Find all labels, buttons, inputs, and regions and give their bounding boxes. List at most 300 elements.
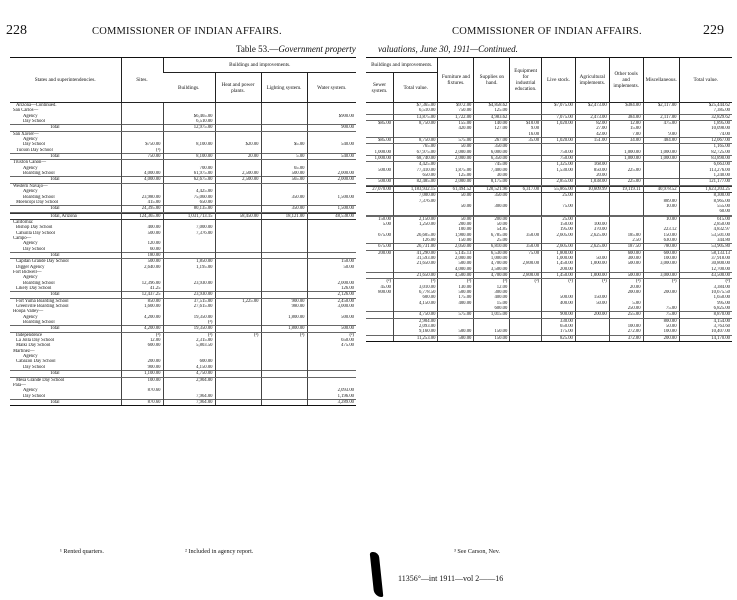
table-cell: 10,675.50 xyxy=(679,290,732,295)
table-cell: 1,000.00 xyxy=(374,149,391,155)
table-cell: 200.00 xyxy=(378,250,391,256)
table-cell: $85.00 xyxy=(366,138,394,144)
row-label: Total xyxy=(10,206,121,212)
row-label: San Xavier— xyxy=(13,131,39,137)
table-cell: 55,865.00 xyxy=(542,186,576,192)
table-cell: 1,800.00 xyxy=(261,326,307,332)
table-cell: 120.00 xyxy=(121,241,163,246)
table-cell: 1,450.00 xyxy=(542,261,576,266)
table-cell: 185.00 xyxy=(609,233,643,238)
footnote-rented: ¹ Rented quarters. xyxy=(60,548,104,555)
table-cell: (²) xyxy=(438,279,474,285)
col-header-sites: Sites. xyxy=(121,58,163,103)
table-cell: 150.00 xyxy=(378,216,391,222)
table-cell: 780.00 xyxy=(643,244,679,250)
table-cell: 1,000.00 xyxy=(542,256,576,261)
table-cell: 4,425.00 xyxy=(163,189,215,194)
table-cell: 113,276.00 xyxy=(679,168,732,173)
table-cell: 1,225.00 xyxy=(215,298,261,304)
table-cell: 484.00 xyxy=(643,138,679,144)
table-cell: (²) xyxy=(261,332,307,338)
table-cell xyxy=(215,399,261,405)
table-cell: 2.50 xyxy=(609,238,643,243)
col-group-buildings: Buildings and improvements. xyxy=(163,58,356,73)
table-cell: 475.00 xyxy=(307,343,356,348)
table-cell: 27,615.00 xyxy=(163,304,215,309)
table-cell: 50.00 xyxy=(575,301,609,306)
table-cell: 1,000.00 xyxy=(609,150,643,155)
table-cell: (²) xyxy=(643,279,679,285)
table-cell: 61,975.00 xyxy=(163,171,215,176)
table-cell: 21,650.00 xyxy=(394,261,438,266)
col-header-total-value: Total value. xyxy=(394,73,438,103)
table-row xyxy=(10,399,356,405)
table-cell: 2,640.00 xyxy=(121,265,163,270)
table-cell: 200.00 xyxy=(542,267,576,272)
table-cell: 500.00 xyxy=(261,171,307,176)
table-cell: 2,150.00 xyxy=(394,216,438,222)
table-cell: 9.00 xyxy=(510,126,542,131)
table-cell: 151.00 xyxy=(575,138,609,144)
table-cell: 1,325.00 xyxy=(542,162,576,167)
table-cell: 2,315.00 xyxy=(163,338,215,343)
table-cell: 750.00 xyxy=(542,150,576,155)
table-cell: $10.00 xyxy=(510,121,542,126)
table-cell: 2,000.00 xyxy=(307,177,356,183)
table-cell: 1,450.00 xyxy=(542,272,576,278)
row-label: Agency xyxy=(23,137,38,143)
table-cell: 23,930.00 xyxy=(163,292,215,298)
table-cell: 272.00 xyxy=(609,329,643,334)
table-cell: 870.60 xyxy=(121,388,163,393)
table-cell: $972.00 xyxy=(438,103,474,108)
table-cell: 4,983.62 xyxy=(474,114,510,120)
table-cell: 40,978.52 xyxy=(643,186,679,192)
table-cell: 125.00 xyxy=(474,108,510,113)
table-cell: 600.00 xyxy=(643,250,679,256)
table-cell: 150.00 xyxy=(474,329,510,334)
table-cell: 615.00 xyxy=(679,216,732,222)
table-cell: 500.00 xyxy=(438,335,474,341)
table-cell: 1,000.00 xyxy=(366,156,394,162)
table-cell: 995.00 xyxy=(679,301,732,306)
table-cell: 675.00 xyxy=(378,232,391,238)
table-cell: 13,875.00 xyxy=(394,114,438,120)
col-header-other-tools: Other tools and implements. xyxy=(609,58,643,103)
table-cell: 62,675.00 xyxy=(163,177,215,183)
table-cell: 900.00 xyxy=(307,125,356,131)
table-cell: 2,625.00 xyxy=(575,233,609,238)
table-cell: 11,253.00 xyxy=(394,335,438,341)
table-cell: 65.00 xyxy=(261,166,307,171)
table-cell: 150.00 xyxy=(438,238,474,243)
table-cell: 6,825.00 xyxy=(679,306,732,312)
table-cell: 1,000.00 xyxy=(575,261,609,266)
table-cell: 4,000.00 xyxy=(121,177,163,183)
table-cell xyxy=(575,335,609,341)
table-cell: 900.00 xyxy=(542,312,576,318)
table-cell: 7,000.00 xyxy=(394,193,438,198)
table-cell: 9.00 xyxy=(643,132,679,138)
table-cell: 12,067.00 xyxy=(679,138,732,144)
row-label: Total xyxy=(10,371,121,377)
row-label: Boarding School xyxy=(23,171,55,177)
table-cell: 127.00 xyxy=(474,126,510,131)
table-cell: 12,396.00 xyxy=(121,281,163,286)
table-cell: 400.00 xyxy=(474,295,510,300)
table-cell: 500.00 xyxy=(438,261,474,266)
table-cell: 225.00 xyxy=(609,179,643,185)
row-label: Total xyxy=(10,399,121,405)
table-cell: 1,020.00 xyxy=(542,138,576,144)
table-cell: 370.00 xyxy=(575,227,609,232)
table-cell: 8,750.00 xyxy=(394,138,438,144)
table-cell: 150.00 xyxy=(643,233,679,238)
table-cell: 1,530.00 xyxy=(542,168,576,173)
table-cell: 2,904.00 xyxy=(394,318,438,324)
table-cell: 4,154.00 xyxy=(679,318,732,324)
table-cell: 121,177.00 xyxy=(679,179,732,185)
table-cell: 225.00 xyxy=(609,168,643,173)
row-label: Martinez— xyxy=(13,348,35,354)
table-cell: (²) xyxy=(215,332,261,338)
table-cell: 37,918.00 xyxy=(679,256,732,261)
table-cell: 12,437.25 xyxy=(121,292,163,298)
table-cell: 3,000.00 xyxy=(307,304,356,309)
table-cell: 2,850.00 xyxy=(679,222,732,227)
table-cell: 5,145.13 xyxy=(438,250,474,256)
table-cell: 1,895.00 xyxy=(679,121,732,126)
row-label: Independence xyxy=(16,332,43,338)
table-cell: 800.00 xyxy=(643,318,679,324)
table-cell: 150.00 xyxy=(307,259,356,265)
row-label: Total, Arizona xyxy=(10,213,121,219)
table-cell: 23,980.00 xyxy=(121,195,163,200)
row-label: Mesa Grande Day School xyxy=(16,377,65,383)
table-cell: 600.00 xyxy=(609,250,643,256)
table-cell: 700.00 xyxy=(163,166,215,171)
table-cell: 35.00 xyxy=(510,138,542,144)
row-label: Fort Yuma Boarding School xyxy=(16,298,69,304)
footnote-agency: ² Included in agency report. xyxy=(185,548,254,555)
row-label: Capitan Grande Day School xyxy=(16,259,69,265)
table-cell: 750.00 xyxy=(121,154,163,160)
table-cell: 1,015.00 xyxy=(474,312,510,318)
col-header-buildings: Buildings. xyxy=(163,73,215,103)
row-label: Fort Bidwell— xyxy=(13,269,42,275)
table-cell: 25.00 xyxy=(542,193,576,198)
table-cell: 600.00 xyxy=(163,359,215,364)
table-cell: 675.00 xyxy=(366,244,394,250)
row-label: Moencopi Day School xyxy=(16,199,59,205)
table-cell: 6,810.00 xyxy=(474,244,510,250)
table-cell: 100.00 xyxy=(643,256,679,261)
table-cell: (²) xyxy=(394,279,438,285)
row-label: Hoopa Valley— xyxy=(13,309,44,315)
table-cell: 200.00 xyxy=(438,222,474,227)
table-cell: 500.00 xyxy=(609,261,643,266)
table-cell: 200.00 xyxy=(474,216,510,222)
table-cell: 1,623,203.25 xyxy=(679,186,732,192)
table-cell: 1,031,713.15 xyxy=(163,213,215,219)
table-cell: 1,100.00 xyxy=(121,371,163,377)
table-cell: 10,407.00 xyxy=(679,329,732,334)
table-cell: 980.00 xyxy=(261,304,307,309)
table-cell: 745.00 xyxy=(474,162,510,167)
table-cell: 2,500.00 xyxy=(215,171,261,176)
table-cell: 575.00 xyxy=(438,312,474,318)
row-label: Boarding School xyxy=(23,320,55,326)
table-cell: 1,000.00 xyxy=(643,150,679,155)
table-cell: 1,722.00 xyxy=(438,114,474,120)
table-cell: 1,650.00 xyxy=(679,295,732,300)
table-cell: $900.00 xyxy=(307,114,356,119)
table-cell: (²) xyxy=(163,332,215,338)
table-cell: 10,609.99 xyxy=(575,186,609,192)
table-cell: (²) xyxy=(575,279,609,285)
table-cell: 650.00 xyxy=(307,338,356,343)
table-cell: 900.00 xyxy=(121,365,163,370)
table-cell: $384.00 xyxy=(609,103,643,108)
table-cell: 30.00 xyxy=(474,173,510,178)
table-cell: 53,905.80 xyxy=(679,244,732,250)
table-cell: 4,000.00 xyxy=(121,171,163,176)
table-cell: 540.00 xyxy=(307,142,356,147)
table-cell: 372.00 xyxy=(609,335,643,341)
table-cell: 1,165.00 xyxy=(679,144,732,149)
table-cell: 2,000.00 xyxy=(307,171,356,176)
table-cell: 77,410.00 xyxy=(394,168,438,173)
table-cell: 2,800.00 xyxy=(510,261,542,266)
row-label: Agency xyxy=(23,314,38,320)
table-cell: 20.00 xyxy=(575,173,609,178)
table-cell: 180.00 xyxy=(121,252,163,258)
table-cell: 50.00 xyxy=(643,324,679,329)
col-header-livestock: Live stock. xyxy=(542,58,576,103)
table-cell: 765.00 xyxy=(394,144,438,149)
page-number: 228 xyxy=(6,23,27,38)
table-cell: 350.00 xyxy=(474,193,510,198)
table-cell: 4,500.00 xyxy=(438,272,474,278)
table-cell: 600.00 xyxy=(121,343,163,348)
table-cell: 500.00 xyxy=(438,329,474,334)
table-cell: 12.00 xyxy=(121,338,163,343)
table-cell: 200.00 xyxy=(121,359,163,364)
table-cell: 58,133.13 xyxy=(679,250,732,256)
table-cell: 400.00 xyxy=(438,301,474,306)
table-cell: 1,183,932.15 xyxy=(394,186,438,192)
table-caption xyxy=(236,44,356,54)
table-cell: 50.00 xyxy=(474,222,510,227)
table-cell: 350.00 xyxy=(261,206,307,212)
table-cell: 75.00 xyxy=(542,204,576,209)
table-cell: 82.00 xyxy=(575,121,609,126)
table-cell: 1,240.00 xyxy=(679,173,732,178)
table-cell: 1,250.00 xyxy=(394,222,438,227)
table-cell: 82,725.00 xyxy=(679,150,732,155)
table-cell: 8,965.00 xyxy=(679,199,732,204)
table-cell: $85.00 xyxy=(378,121,391,127)
table-cell: 16.00 xyxy=(510,132,542,138)
table-cell: 120,521.96 xyxy=(474,186,510,192)
table-cell: 6,317.00 xyxy=(510,186,542,192)
table-cell: 415.00 xyxy=(121,200,163,205)
row-label: Greenville Boarding School xyxy=(16,304,69,310)
table-cell: 75.00 xyxy=(643,306,679,312)
row-label: Bishop Day School xyxy=(16,225,53,231)
table-cell: 6,778.50 xyxy=(394,290,438,295)
table-cell: 850.00 xyxy=(121,298,163,304)
table-cell: 80,135.00 xyxy=(163,206,215,212)
row-label: Agency xyxy=(23,241,38,247)
table-cell: 650.00 xyxy=(163,200,215,205)
table-cell: 27.00 xyxy=(575,126,609,131)
table-cell: $2,117.00 xyxy=(643,103,679,108)
table-cell: 500.00 xyxy=(542,295,576,300)
table-cell: 540.00 xyxy=(307,154,356,160)
table-cell: 83,890.00 xyxy=(679,156,732,162)
table-cell: (²) xyxy=(307,332,356,338)
table-cell: (²) xyxy=(510,279,542,285)
table-cell: 200.00 xyxy=(609,290,643,295)
table-cell: 1,850.00 xyxy=(163,259,215,265)
row-label: San Carlos— xyxy=(13,108,39,114)
table-cell: 50.00 xyxy=(575,256,609,261)
table-cell: 2,855.00 xyxy=(542,179,576,185)
row-label: Total xyxy=(10,125,121,131)
row-label: Likely Day School xyxy=(16,286,52,291)
table-cell: 25.00 xyxy=(542,216,576,222)
table-cell: 12.00 xyxy=(609,121,643,126)
table-cell: 195.00 xyxy=(542,227,576,232)
table-cell: 2,473.00 xyxy=(575,114,609,120)
running-head: COMMISSIONER OF INDIAN AFFAIRS. xyxy=(452,26,642,37)
col-header-states: States and superintendencies. xyxy=(10,58,121,103)
row-label: Agency xyxy=(23,165,38,171)
table-cell: 4,750.00 xyxy=(163,371,215,377)
table-cell: 350.00 xyxy=(474,144,510,149)
table-cell: 500.00 xyxy=(609,272,643,278)
col-header-lighting: Lighting system. xyxy=(261,73,307,103)
table-cell: 1,800.00 xyxy=(261,315,307,320)
row-label: Pala— xyxy=(13,382,26,388)
table-cell: 5.00 xyxy=(382,221,391,227)
table-cell: 8,300.00 xyxy=(679,193,732,198)
table-cell: 4,150.00 xyxy=(394,301,438,306)
table-cell: 14,170.00 xyxy=(679,335,732,341)
table-cell: 3,000.00 xyxy=(643,272,679,278)
table-cell: 2,625.00 xyxy=(575,244,609,250)
table-cell: 500.00 xyxy=(366,179,394,185)
footnote-carson: ³ See Carson, Nev. xyxy=(454,548,500,555)
table-cell: 500.00 xyxy=(307,315,356,320)
row-label: Day School xyxy=(23,364,46,370)
table-cell: 2,000.00 xyxy=(438,150,474,155)
table-cell: 889.00 xyxy=(643,199,679,204)
row-label: Day School xyxy=(23,119,46,125)
table-cell: 2,050.00 xyxy=(438,244,474,250)
table-cell: 1,500.00 xyxy=(307,195,356,200)
row-label: Total xyxy=(10,177,121,183)
table-cell: 500.00 xyxy=(438,290,474,295)
print-line: 11356°—int 1911—vol 2——16 xyxy=(398,574,504,583)
table-cell: 41.25 xyxy=(121,286,163,291)
row-label: Agency xyxy=(23,189,38,195)
table-cell: 600.00 xyxy=(474,306,510,312)
table-cell: 650.00 xyxy=(394,173,438,178)
table-cell: 3,289.00 xyxy=(307,399,356,405)
table-cell: 1,196.00 xyxy=(307,394,356,399)
table-cell: (²) xyxy=(609,279,643,285)
table-cell: 10.00 xyxy=(643,216,679,222)
table-cell: 2,093.00 xyxy=(307,388,356,393)
table-cell: 58,450.00 xyxy=(215,213,261,219)
col-header-grand-total: Total value. xyxy=(679,58,732,103)
table-cell: 12.00 xyxy=(474,285,510,290)
table-cell: 37,515.00 xyxy=(163,298,215,304)
table-cell: 155.00 xyxy=(438,121,474,126)
table-cell: 82,485.00 xyxy=(394,179,438,185)
table-cell: 125.00 xyxy=(438,173,474,178)
table-cell: 1,000.00 xyxy=(474,256,510,261)
table-cell: 8,100.00 xyxy=(163,154,215,160)
table-cell: 4,700.00 xyxy=(474,272,510,278)
table-cell: 223.12 xyxy=(643,227,679,232)
table-cell: $6,465.00 xyxy=(163,114,215,119)
table-cell: 2,904.00 xyxy=(163,377,215,383)
table-cell: 2,450.00 xyxy=(307,298,356,304)
table-cell: 2,605.00 xyxy=(542,244,576,250)
table-cell: 5.00 xyxy=(609,301,643,306)
table-cell: 7,000.00 xyxy=(163,225,215,230)
table-cell: 630.00 xyxy=(643,238,679,243)
table-cell: $25,444.62 xyxy=(679,103,732,108)
table-cell: 1,000.00 xyxy=(575,272,609,278)
col-header-furniture: Furniture and fixtures. xyxy=(438,58,474,103)
col-header-sewer: Sewer system. xyxy=(366,73,394,103)
table-cell: 1,038.00 xyxy=(575,179,609,185)
table-cell: 31,593.00 xyxy=(394,256,438,261)
table-cell: 1,000.00 xyxy=(643,156,679,162)
table-cell: 870.60 xyxy=(121,399,163,405)
table-cell: 750.00 xyxy=(542,156,576,162)
row-label: Total xyxy=(10,326,121,332)
table-cell: 23,930.00 xyxy=(163,281,215,286)
row-label: Malki Day School xyxy=(16,343,51,349)
table-cell: 4,832.97 xyxy=(679,227,732,232)
table-cell: 6,510.00 xyxy=(163,119,215,124)
table-cell: 7,385.00 xyxy=(679,108,732,113)
table-cell: 2,000.00 xyxy=(307,281,356,286)
table-cell: 25.00 xyxy=(474,238,510,243)
table-cell: 124,365.00 xyxy=(121,213,163,219)
table-cell: 267.00 xyxy=(474,138,510,144)
table-cell: 2,093.00 xyxy=(394,324,438,329)
table-cell: 1,195.00 xyxy=(163,265,215,270)
table-cell: 200.00 xyxy=(643,335,679,341)
table-cell: 500.00 xyxy=(378,167,391,173)
row-label: Cahuilla Day School xyxy=(16,230,56,236)
col-header-water: Water system. xyxy=(307,73,356,103)
table-cell: 2,800.00 xyxy=(510,272,542,278)
table-cell: 4,150.00 xyxy=(163,365,215,370)
table-cell: 800.00 xyxy=(378,290,391,295)
table-cell: 2,605.00 xyxy=(542,233,576,238)
table-cell: 500.00 xyxy=(121,231,163,236)
table-cell: 3,384.00 xyxy=(679,285,732,290)
table-cell: 15.00 xyxy=(609,126,643,131)
table-cell: 3,763.60 xyxy=(679,324,732,329)
